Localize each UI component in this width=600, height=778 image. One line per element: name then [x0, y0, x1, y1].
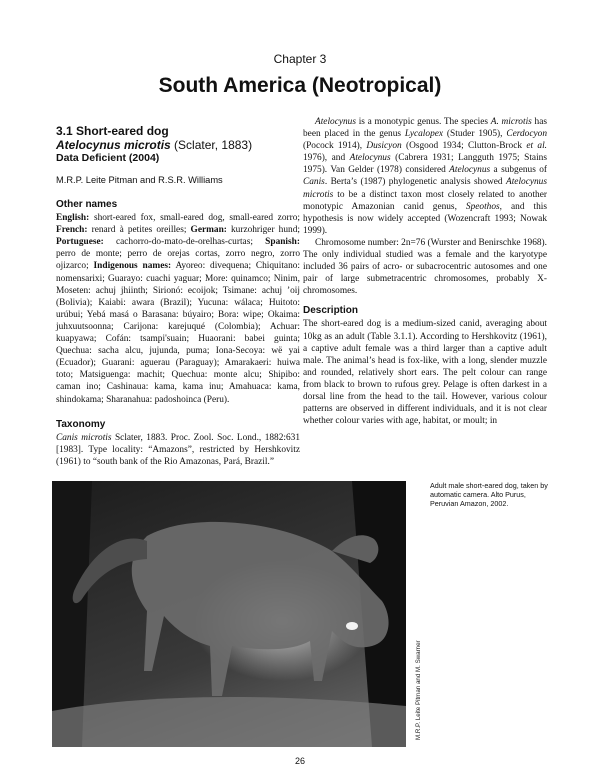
text-run: 1976), and [303, 153, 350, 164]
text-run: a subgenus of [490, 165, 548, 176]
text-run: (Osgood 1934; Clutton-Brock [401, 141, 527, 152]
genus-name: Lycalopex [404, 129, 444, 140]
chapter-title: South America (Neotropical) [158, 74, 442, 97]
german-names: kurzohriger hund; [230, 225, 300, 236]
description-heading: Description [303, 305, 359, 317]
left-column [56, 124, 300, 468]
other-names-heading: Other names [56, 199, 118, 211]
portuguese-names: cachorro-do-mato-de-orelhas-curtas; [115, 237, 253, 248]
french-names: renard à petites oreilles; [91, 225, 187, 236]
genus-name: Dusicyon [366, 141, 402, 152]
species-authority: (Sclater, 1883) [174, 138, 253, 152]
taxonomy-paragraph-2 [303, 116, 547, 237]
genus-name: Cerdocyon [506, 129, 547, 140]
taxonomy-binomial: Canis microtis [56, 432, 112, 443]
species-authors: M.R.P. Leite Pitman and R.S.R. Williams [56, 175, 223, 185]
taxonomy-paragraph-1 [56, 432, 300, 468]
species-title: 3.1 Short-eared dog [56, 124, 169, 138]
taxonomy-paragraph-3: Chromosome number: 2n=76 (Wurster and Benirschke 1968). The only individual studied was a female and the karyotype included 36 pairs of acro- or subacrocentric autosomes and one pair of large submetracentric chromosomes, probably X-chromosomes. [303, 237, 547, 297]
english-names: short-eared fox, small-eared dog, small-eared zorro; [93, 213, 300, 224]
spanish-names: perro de monte; perro de orejas cortas, zorro negro, zorro ojizarco; [56, 249, 300, 272]
species-binomial: Atelocynus microtis [56, 138, 171, 152]
text-run: (Cabrera 1931; Langguth 1975; Stains 1975). Van Gelder (1978) considered [303, 153, 547, 176]
taxonomy-citation: Sclater, 1883. Proc. Zool. Soc. Lond., 1882:631 [1983]. Type locality: “Amazons”, restricted by Hershkovitz (1961) to “south bank of the Rio Amazonas, Pará, Brazil.” [56, 432, 300, 467]
short-eared-dog-photo [52, 481, 406, 747]
species-status: Data Deficient (2004) [56, 152, 160, 164]
english-label: English: [56, 213, 90, 224]
species-name: Atelocynus microtis [303, 177, 547, 200]
portuguese-label: Portuguese: [56, 237, 104, 248]
genus-name: Atelocynus [315, 117, 356, 127]
description-paragraph: The short-eared dog is a medium-sized canid, averaging about 10kg as an adult (Table 3.1.1). According to Hershkovitz (1961), a captive adult female was a third larger than a captive adult male. The animal’s head is fox-like, with a long, slender muzzle and rounded, relatively short ears. The pelt colour can range from black to brown to rufous grey. Pelage is often darkest in a dorsal line from the head to the tail. However, various colour patterns are observed in different individuals, and it is not clear whether colour varies with age, habitat, or moult; in [303, 319, 547, 427]
genus-name: Atelocynus [349, 153, 391, 164]
other-names-text [56, 212, 300, 406]
indigenous-label: Indigenous names: [93, 261, 172, 272]
et-al: et al. [526, 141, 547, 152]
text-run: . Berta’s (1987) phylogenetic analysis showed [324, 177, 506, 188]
photo-credit: M.R.P. Leite Pitman and M. Swarner [415, 640, 422, 740]
text-run: has been placed in the genus [303, 117, 547, 140]
indigenous-names: Ayoreo: divequena; Chiquitano: nomensarixi; Guarayo: cuachi yaguar; More: quinamco; Ninim, Moseten: achuj jhiinth; Sirionó: ecoijok; Tsimane: achuj ʼoij (Bolivia); Kaiabi: awara (Brazil); Yucuna: wálaca; Huitoto: urúbui; Yebá masá o Barasana: búyairo; Bora: wipe; Okaima: juhxuutsoonna; Carijona: karejuqué (Colombia); Achuar: kuapyawa; Cofán: tsampi'suain; Huaorani: babei guinta; Quechua: sacha alcu, jujunda, puma; Iona-Secoya: wë yai (Ecuador); Guarani: aguerau (Paraguay); Amarakaeri: huiwa toto; Matsiguenga: machit; Quechua: monte alcu; Shipibo: caman ino; Cashinaua: kama, kama inu; Amahuaca: kama, shindokama; Sharanahua: padoshoinca (Peru). [56, 261, 301, 405]
german-label: German: [190, 225, 227, 236]
figure-caption: Adult male short-eared dog, taken by automatic camera. Alto Purus, Peruvian Amazon, 2002. [430, 481, 548, 508]
genus-name: Atelocynus [449, 165, 491, 176]
text-run: is a monotypic genus. The species [356, 117, 491, 127]
text-run: (Studer 1905), [443, 129, 507, 140]
taxonomy-heading: Taxonomy [56, 418, 106, 430]
french-label: French: [56, 225, 88, 236]
genus-name: Speothos [465, 201, 500, 212]
text-run: , and this hypothesis is now widely accepted (Wozencraft 1993; Nowak 1999). [303, 201, 548, 236]
species-scientific-name [56, 138, 300, 152]
text-run: (Pocock 1914), [303, 141, 367, 152]
text-run: to be a distinct taxon most closely related to another monotypic Amazonian canid genus, [303, 189, 547, 212]
genus-name: Canis [303, 177, 325, 188]
species-name: A. microtis [490, 117, 532, 127]
page-number: 26 [294, 756, 305, 766]
chapter-label: Chapter 3 [273, 52, 327, 66]
photo-illustration [52, 481, 406, 747]
spanish-label: Spanish: [265, 237, 300, 248]
right-column [303, 116, 547, 427]
